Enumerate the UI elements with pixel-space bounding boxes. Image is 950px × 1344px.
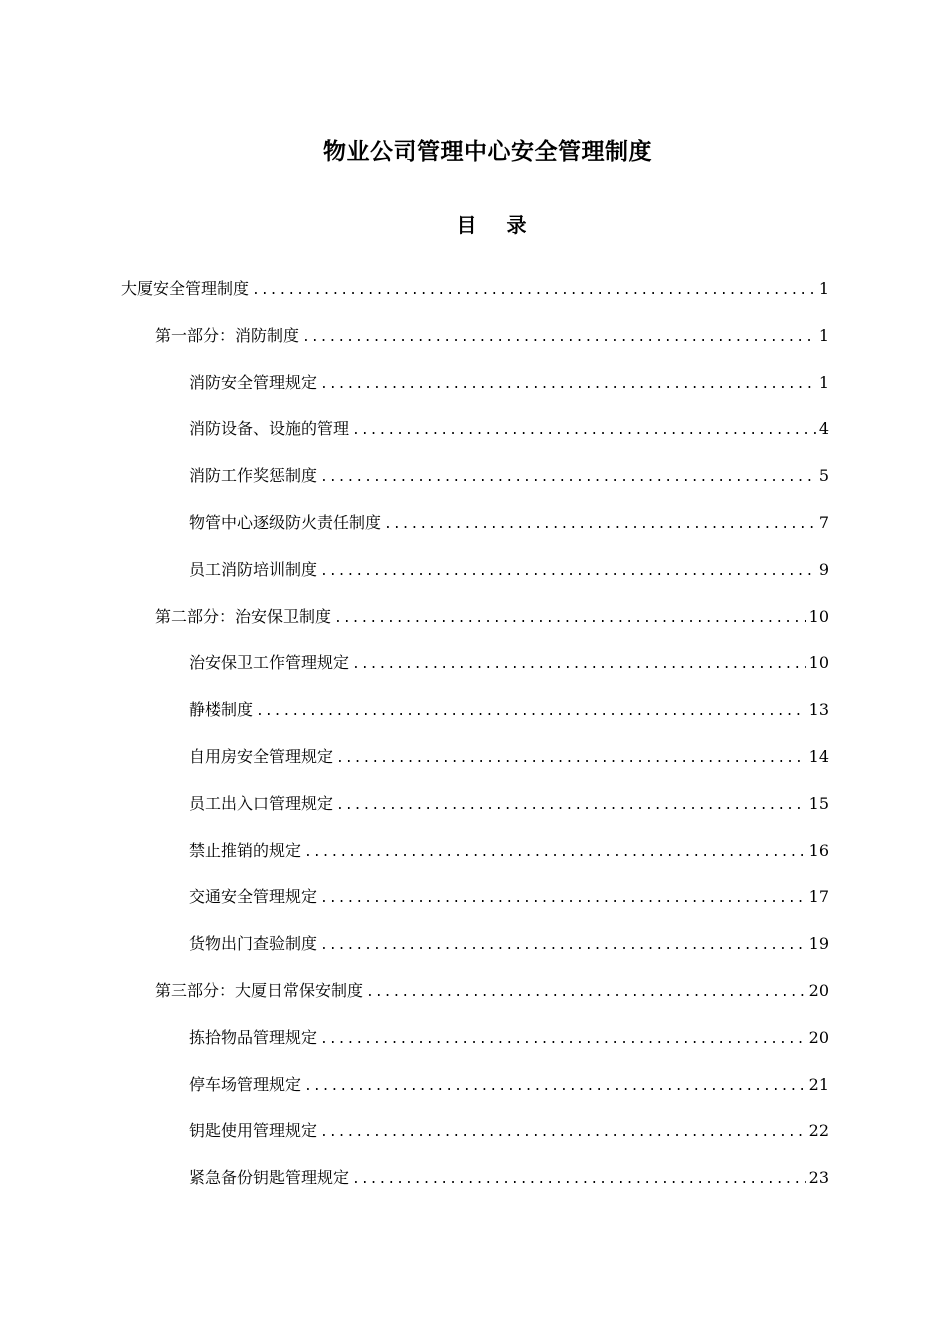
toc-page-number: 5 (818, 466, 829, 486)
toc-page-number: 1 (818, 372, 829, 392)
toc-page-number: 15 (808, 793, 829, 813)
toc-dot-leader (336, 748, 806, 770)
toc-dot-leader (320, 935, 806, 957)
toc-page-number: 20 (808, 980, 829, 1000)
toc-entry[interactable] (189, 506, 829, 553)
toc-dot-leader (320, 561, 816, 583)
toc-entry[interactable] (189, 1114, 829, 1161)
toc-entry[interactable] (189, 1161, 829, 1208)
toc-entry-label: 拣拾物品管理规定 (189, 1027, 318, 1047)
toc-dot-leader (352, 1169, 806, 1191)
toc-dot-leader (320, 888, 806, 910)
toc-page-number: 14 (808, 746, 829, 766)
toc-entry[interactable] (189, 459, 829, 506)
toc-page-number: 10 (808, 653, 829, 673)
toc-dot-leader (320, 374, 816, 396)
toc-heading-left: 目 (456, 213, 477, 237)
toc-page-number: 22 (808, 1121, 829, 1141)
toc-dot-leader (320, 1029, 806, 1051)
toc-entry[interactable] (189, 740, 829, 787)
toc-page-number: 10 (808, 606, 829, 626)
toc-dot-leader (352, 654, 806, 676)
toc-entry-label: 治安保卫工作管理规定 (189, 653, 350, 673)
toc-heading-right: 录 (506, 213, 527, 237)
toc-page-number: 9 (818, 559, 829, 579)
toc-page-number: 7 (818, 512, 829, 532)
toc-entry[interactable] (189, 1021, 829, 1068)
toc-entry-label: 静楼制度 (189, 700, 254, 720)
toc-entry-label: 货物出门查验制度 (189, 934, 318, 954)
toc-page-number: 13 (808, 700, 829, 720)
toc-entry-label: 消防安全管理规定 (189, 372, 318, 392)
toc-entry-label: 员工出入口管理规定 (189, 793, 334, 813)
toc-page-number: 17 (808, 887, 829, 907)
toc-entry[interactable] (189, 787, 829, 834)
toc-dot-leader (352, 420, 816, 442)
toc-entry-label: 消防工作奖惩制度 (189, 466, 318, 486)
toc-entry[interactable] (189, 927, 829, 974)
toc-entry[interactable] (189, 412, 829, 459)
document-title: 物业公司管理中心安全管理制度 (323, 139, 652, 165)
toc-entry[interactable] (155, 600, 829, 647)
toc-entry-label: 禁止推销的规定 (189, 840, 302, 860)
toc-dot-leader (252, 280, 816, 302)
toc-page-number: 16 (808, 840, 829, 860)
toc-dot-leader (320, 1122, 806, 1144)
toc-entry[interactable] (189, 880, 829, 927)
table-of-contents (0, 272, 950, 1208)
toc-page-number: 19 (808, 934, 829, 954)
toc-entry[interactable] (189, 366, 829, 413)
toc-entry[interactable] (155, 319, 829, 366)
toc-entry[interactable] (189, 553, 829, 600)
toc-entry[interactable] (155, 974, 829, 1021)
toc-dot-leader (366, 982, 806, 1004)
toc-entry[interactable] (189, 834, 829, 881)
toc-entry-label: 停车场管理规定 (189, 1074, 302, 1094)
toc-entry-label: 交通安全管理规定 (189, 887, 318, 907)
toc-dot-leader (320, 467, 816, 489)
toc-entry-label: 第一部分：消防制度 (155, 325, 300, 345)
toc-heading (0, 210, 950, 240)
toc-entry[interactable] (189, 646, 829, 693)
toc-dot-leader (304, 842, 806, 864)
toc-entry[interactable] (121, 272, 829, 319)
toc-entry-label: 紧急备份钥匙管理规定 (189, 1168, 350, 1188)
toc-page-number: 21 (808, 1074, 829, 1094)
toc-entry-label: 大厦安全管理制度 (121, 279, 250, 298)
toc-dot-leader (334, 608, 806, 630)
toc-page-number: 4 (818, 419, 829, 439)
toc-page-number: 1 (818, 279, 829, 298)
toc-dot-leader (304, 1076, 806, 1098)
toc-entry-label: 钥匙使用管理规定 (189, 1121, 318, 1141)
toc-dot-leader (302, 327, 816, 349)
toc-dot-leader (336, 795, 806, 817)
toc-page-number: 20 (808, 1027, 829, 1047)
toc-entry[interactable] (189, 1068, 829, 1115)
toc-entry-label: 第三部分：大厦日常保安制度 (155, 980, 364, 1000)
toc-entry-label: 员工消防培训制度 (189, 559, 318, 579)
toc-page-number: 1 (818, 325, 829, 345)
toc-dot-leader (384, 514, 816, 536)
toc-page-number: 23 (808, 1168, 829, 1188)
toc-entry-label: 自用房安全管理规定 (189, 746, 334, 766)
toc-entry-label: 第二部分：治安保卫制度 (155, 606, 332, 626)
toc-dot-leader (256, 701, 806, 723)
toc-entry[interactable] (189, 693, 829, 740)
toc-entry-label: 物管中心逐级防火责任制度 (189, 512, 382, 532)
toc-entry-label: 消防设备、设施的管理 (189, 419, 350, 439)
